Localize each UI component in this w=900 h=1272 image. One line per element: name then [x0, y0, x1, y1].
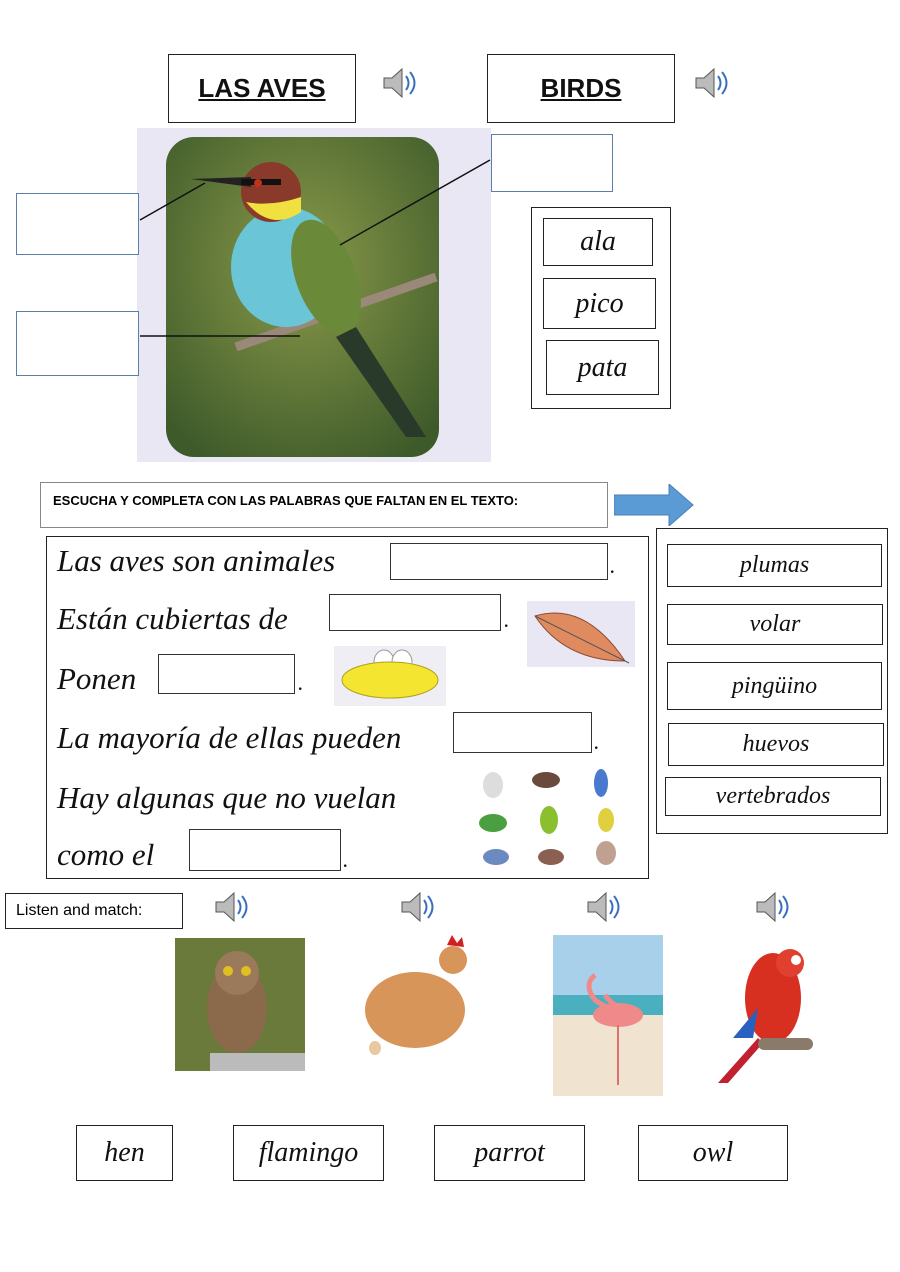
- word-label: volar: [749, 611, 801, 637]
- instruction-text: ESCUCHA Y COMPLETA CON LAS PALABRAS QUE FALTAN EN EL TEXTO:: [53, 493, 519, 508]
- word-card-volar[interactable]: [667, 604, 883, 645]
- word-card-vertebrados[interactable]: [665, 777, 881, 816]
- sentence-5: Hay algunas que no vuelan: [57, 780, 397, 815]
- word-card-ala[interactable]: [543, 218, 653, 266]
- period: .: [504, 607, 510, 632]
- word-card-hen[interactable]: [76, 1125, 173, 1181]
- hen-image[interactable]: [355, 930, 479, 1066]
- speaker-icon[interactable]: [398, 890, 438, 924]
- sentence-1: Las aves son animales: [57, 543, 336, 578]
- wing-drop-target[interactable]: [491, 134, 613, 192]
- word-card-flamingo[interactable]: [233, 1125, 384, 1181]
- word-card-pico[interactable]: [543, 278, 656, 329]
- sentence-6: como el: [57, 837, 155, 872]
- sentence-2: Están cubiertas de: [57, 601, 288, 636]
- word-label: parrot: [474, 1137, 545, 1168]
- word-label: plumas: [739, 552, 810, 578]
- word-label: pata: [577, 351, 628, 383]
- leg-drop-target[interactable]: [16, 311, 139, 376]
- listen-match-text: Listen and match:: [16, 902, 143, 919]
- word-card-huevos[interactable]: [668, 723, 884, 766]
- word-label: vertebrados: [715, 783, 831, 809]
- word-label: hen: [104, 1137, 145, 1168]
- word-card-owl[interactable]: [638, 1125, 788, 1181]
- word-card-pinguino[interactable]: [667, 662, 882, 710]
- speaker-icon[interactable]: [212, 890, 252, 924]
- parrot-image[interactable]: [698, 938, 846, 1086]
- word-label: huevos: [742, 731, 810, 757]
- instruction-box: [40, 482, 608, 528]
- blank-1[interactable]: [390, 543, 608, 580]
- blank-4[interactable]: [453, 712, 592, 753]
- speaker-icon[interactable]: [584, 890, 624, 924]
- title-spanish: LAS AVES: [198, 73, 326, 103]
- period: .: [343, 847, 349, 872]
- blank-6[interactable]: [189, 829, 341, 871]
- word-label: pico: [575, 287, 624, 319]
- owl-image[interactable]: [175, 938, 305, 1071]
- word-label: flamingo: [258, 1137, 359, 1168]
- period: .: [610, 553, 616, 578]
- sentence-4: La mayoría de ellas pueden: [57, 720, 402, 755]
- sentence-3: Ponen: [57, 661, 137, 696]
- period: .: [298, 670, 304, 695]
- blank-2[interactable]: [329, 594, 501, 631]
- beak-drop-target[interactable]: [16, 193, 139, 255]
- word-label: owl: [692, 1137, 734, 1168]
- word-card-plumas[interactable]: [667, 544, 882, 587]
- word-label: ala: [580, 226, 616, 257]
- word-label: pingüino: [731, 672, 818, 699]
- birds-group-image: [471, 765, 631, 871]
- blank-3[interactable]: [158, 654, 295, 694]
- sentences-box: [46, 536, 649, 879]
- feather-image: [527, 601, 635, 667]
- listen-match-label: [5, 893, 183, 929]
- title-english: BIRDS: [540, 73, 622, 103]
- speaker-icon[interactable]: [753, 890, 793, 924]
- arrow-right-icon: [614, 484, 694, 526]
- flamingo-image[interactable]: [553, 935, 663, 1096]
- period: .: [594, 729, 600, 754]
- nest-with-eggs-image: [334, 646, 446, 706]
- word-card-pata[interactable]: [546, 340, 659, 395]
- word-card-parrot[interactable]: [434, 1125, 585, 1181]
